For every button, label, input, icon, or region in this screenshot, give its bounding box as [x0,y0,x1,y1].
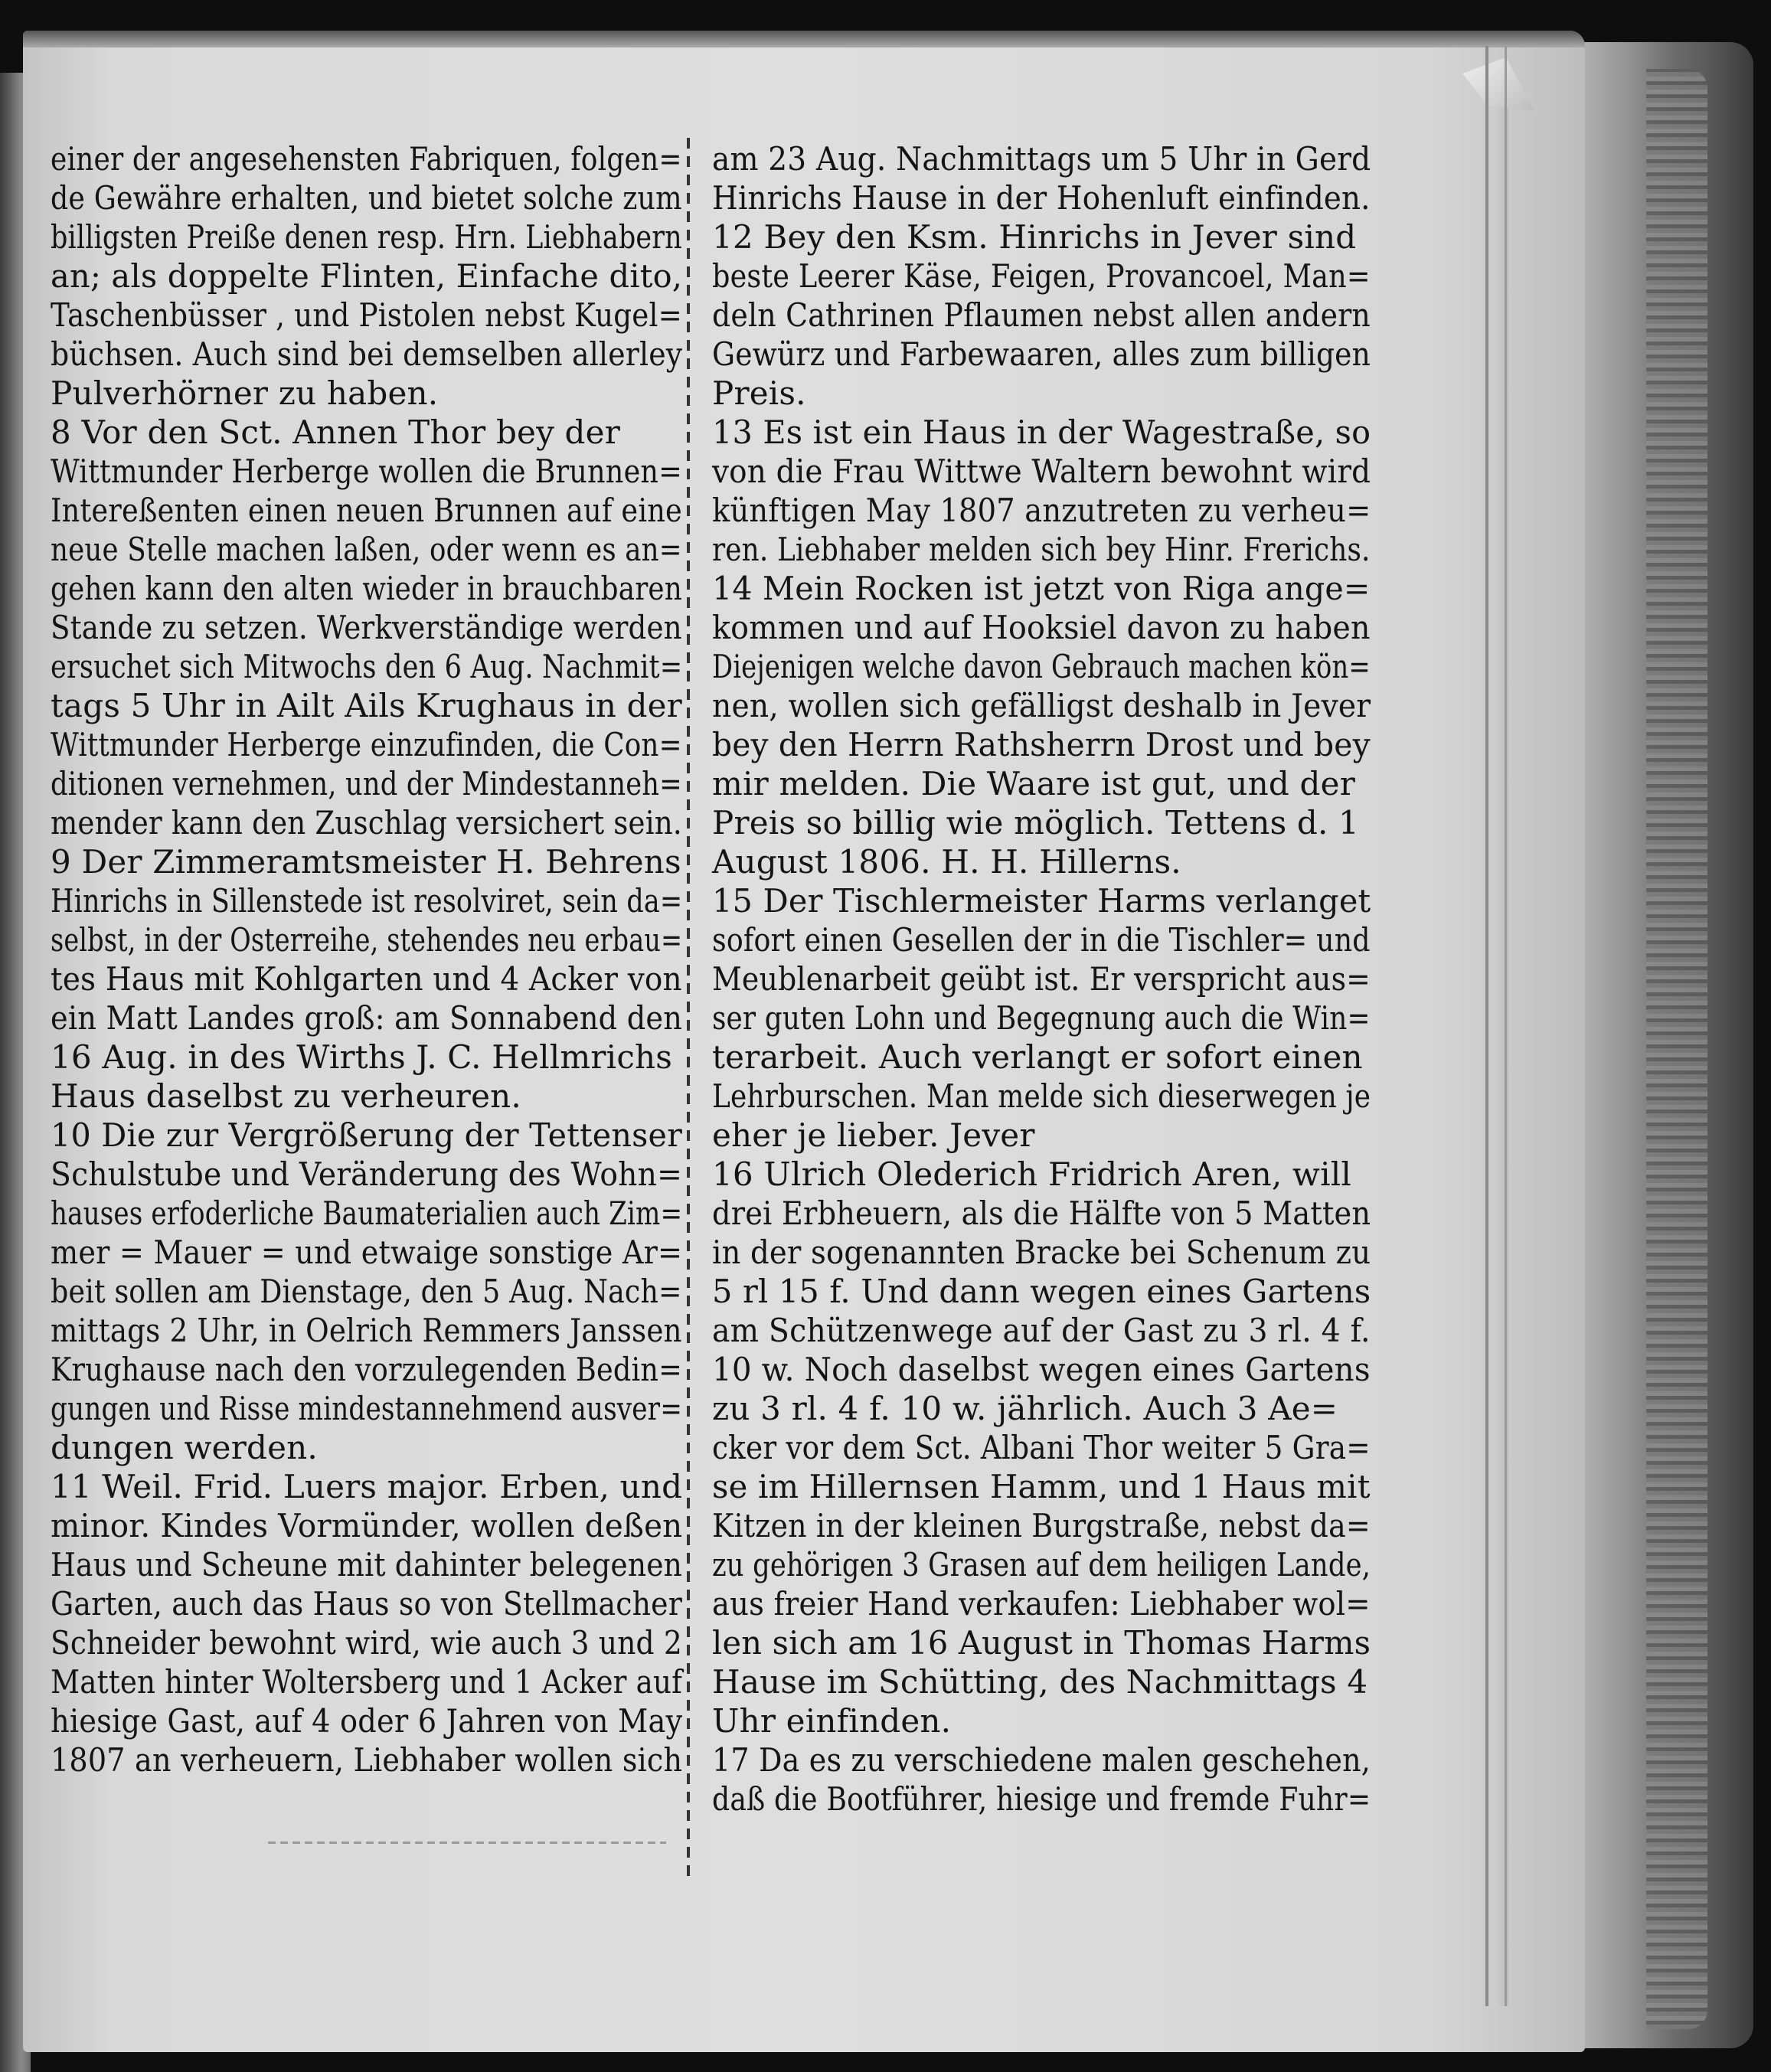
page-top-edge [23,31,1585,47]
text-line: Diejenigen welche davon Gebrauch machen kön= [712,648,1371,685]
text-line: Intereßenten einen neuen Brunnen auf eine [51,492,682,529]
text-line: bey den Herrn Rathsherrn Drost und bey [712,726,1371,763]
text-line: büchsen. Auch sind bei demselben allerley [51,335,683,373]
text-line: Haus daselbst zu verheuren. [51,1077,521,1115]
text-line: 17 Da es zu verschiedene malen geschehen, [712,1741,1371,1779]
text-line: Meublenarbeit geübt ist. Er verspricht aus= [712,960,1371,998]
text-line: Stande zu setzen. Werkverständige werden [51,609,682,646]
text-line: drei Erbheuern, als die Hälfte von 5 Matten [712,1195,1371,1232]
text-line: Wittmunder Herberge wollen die Brunnen= [51,453,683,490]
text-line: mender kann den Zuschlag versichert sein. [51,804,682,842]
text-line: Hause im Schütting, des Nachmittags 4 [712,1663,1368,1701]
text-line: zu gehörigen 3 Grasen auf dem heiligen Lande, [712,1546,1371,1583]
text-line: 10 Die zur Vergrößerung der Tettenser [51,1116,683,1154]
text-line: 15 Der Tischlermeister Harms verlanget [712,882,1371,920]
text-line: 13 Es ist ein Haus in der Wagestraße, so [712,413,1371,451]
text-line: mer = Mauer = und etwaige sonstige Ar= [51,1234,683,1271]
text-line: deln Cathrinen Pflaumen nebst allen andern [712,296,1371,334]
text-line: Haus und Scheune mit dahinter belegenen [51,1546,683,1583]
text-line: 14 Mein Rocken ist jetzt von Riga ange= [712,570,1371,607]
text-line: ein Matt Landes groß: am Sonnabend den [51,999,683,1037]
text-line: tes Haus mit Kohlgarten und 4 Acker von [51,960,682,998]
text-line: selbst, in der Osterreihe, stehendes neu erbau= [51,921,683,959]
text-line: eher je lieber. Jever [712,1116,1035,1154]
text-line: 1807 an verheuern, Liebhaber wollen sich [51,1741,683,1779]
text-line: beit sollen am Dienstage, den 5 Aug. Nach= [51,1273,682,1310]
text-line: zu 3 rl. 4 f. 10 w. jährlich. Auch 3 Ae= [712,1390,1338,1427]
text-line: dungen werden. [51,1429,318,1466]
text-line: sofort einen Gesellen der in die Tischler= und [712,921,1371,959]
text-line: Hinrichs Hause in der Hohenluft einfinden. [712,179,1371,217]
text-line: August 1806. H. H. Hillerns. [712,843,1181,881]
text-line: terarbeit. Auch verlangt er sofort einen [712,1038,1363,1076]
page-margin-line [1485,46,1488,2006]
right-text-column [712,139,1371,1819]
text-line: tags 5 Uhr in Ailt Ails Krughaus in der [51,687,682,724]
text-line: 16 Aug. in des Wirths J. C. Hellmrichs [51,1038,673,1076]
text-line: 5 rl 15 f. Und dann wegen eines Gartens [712,1273,1371,1310]
text-line: se im Hillernsen Hamm, und 1 Haus mit [712,1468,1371,1505]
text-line: Kitzen in der kleinen Burgstraße, nebst da= [712,1507,1371,1544]
text-line: 9 Der Zimmeramtsmeister H. Behrens [51,843,681,881]
text-line: Preis so billig wie möglich. Tettens d. 1 [712,804,1359,842]
text-line: 12 Bey den Ksm. Hinrichs in Jever sind [712,218,1357,256]
dog-ear-corner [1462,57,1535,111]
text-line: Matten hinter Woltersberg und 1 Acker auf [51,1663,683,1701]
text-line: mittags 2 Uhr, in Oelrich Remmers Janssen [51,1312,682,1349]
text-line: cker vor dem Sct. Albani Thor weiter 5 Gra= [712,1429,1371,1466]
text-line: beste Leerer Käse, Feigen, Provancoel, Man= [712,257,1371,295]
text-line: gehen kann den alten wieder in brauchbaren [51,570,682,607]
page-margin-line-2 [1505,46,1507,2006]
text-line: ditionen vernehmen, und der Mindestanneh= [51,765,682,802]
column-divider [687,138,690,1876]
text-line: Schneider bewohnt wird, wie auch 3 und 2 [51,1624,682,1662]
text-line: Gewürz und Farbewaaren, alles zum billigen [712,335,1371,373]
text-line: aus freier Hand verkaufen: Liebhaber wol= [712,1585,1371,1623]
text-line: an; als doppelte Flinten, Einfache dito, [51,257,683,295]
text-line: 10 w. Noch daselbst wegen eines Gartens [712,1351,1371,1388]
text-line: Taschenbüsser , und Pistolen nebst Kugel= [51,296,682,334]
text-line: gungen und Risse mindestannehmend ausver= [51,1390,683,1427]
text-line: Lehrburschen. Man melde sich dieserwegen je [712,1077,1371,1115]
text-line: minor. Kindes Vormünder, wollen deßen [51,1507,683,1544]
text-line: ren. Liebhaber melden sich bey Hinr. Frerichs. [712,531,1371,568]
left-text-column [51,139,682,1780]
text-line: Wittmunder Herberge einzufinden, die Con= [51,726,682,763]
text-line: künftigen May 1807 anzutreten zu verheu= [712,492,1371,529]
text-line: 11 Weil. Frid. Luers major. Erben, und [51,1468,683,1505]
text-line: Hinrichs in Sillenstede ist resolviret, sein da= [51,882,683,920]
text-line: am 23 Aug. Nachmittags um 5 Uhr in Gerd [712,140,1371,178]
text-line: len sich am 16 August in Thomas Harms [712,1624,1371,1662]
text-line: kommen und auf Hooksiel davon zu haben [712,609,1371,646]
text-line: in der sogenannten Bracke bei Schenum zu [712,1234,1371,1271]
text-line: Schulstube und Veränderung des Wohn= [51,1155,683,1193]
text-line: hiesige Gast, auf 4 oder 6 Jahren von May [51,1702,683,1740]
text-line: neue Stelle machen laßen, oder wenn es an= [51,531,682,568]
text-line: von die Frau Wittwe Waltern bewohnt wird [712,453,1371,490]
page-stack-layers [1646,69,1707,2029]
text-line: einer der angesehensten Fabriquen, folgen= [51,140,682,178]
text-line: Pulverhörner zu haben. [51,374,439,412]
text-line: Uhr einfinden. [712,1702,952,1740]
text-line: hauses erfoderliche Baumaterialien auch Zim= [51,1195,683,1232]
text-line: 8 Vor den Sct. Annen Thor bey der [51,413,620,451]
text-line: Krughause nach den vorzulegenden Bedin= [51,1351,683,1388]
text-line: de Gewähre erhalten, und bietet solche zum [51,179,682,217]
text-line: ser guten Lohn und Begegnung auch die Win= [712,999,1371,1037]
text-line: ersuchet sich Mitwochs den 6 Aug. Nachmit= [51,648,683,685]
text-line: mir melden. Die Waare ist gut, und der [712,765,1355,802]
text-line: 16 Ulrich Olederich Fridrich Aren, will [712,1155,1351,1193]
text-line: Garten, auch das Haus so von Stellmacher [51,1585,682,1623]
text-line: Preis. [712,374,806,412]
text-line: nen, wollen sich gefälligst deshalb in Jever [712,687,1371,724]
text-line: am Schützenwege auf der Gast zu 3 rl. 4 f. [712,1312,1371,1349]
text-line: daß die Bootführer, hiesige und fremde Fuhr= [712,1780,1371,1818]
text-line: billigsten Preiße denen resp. Hrn. Liebhabern [51,218,682,256]
column-end-rule [268,1842,666,1844]
